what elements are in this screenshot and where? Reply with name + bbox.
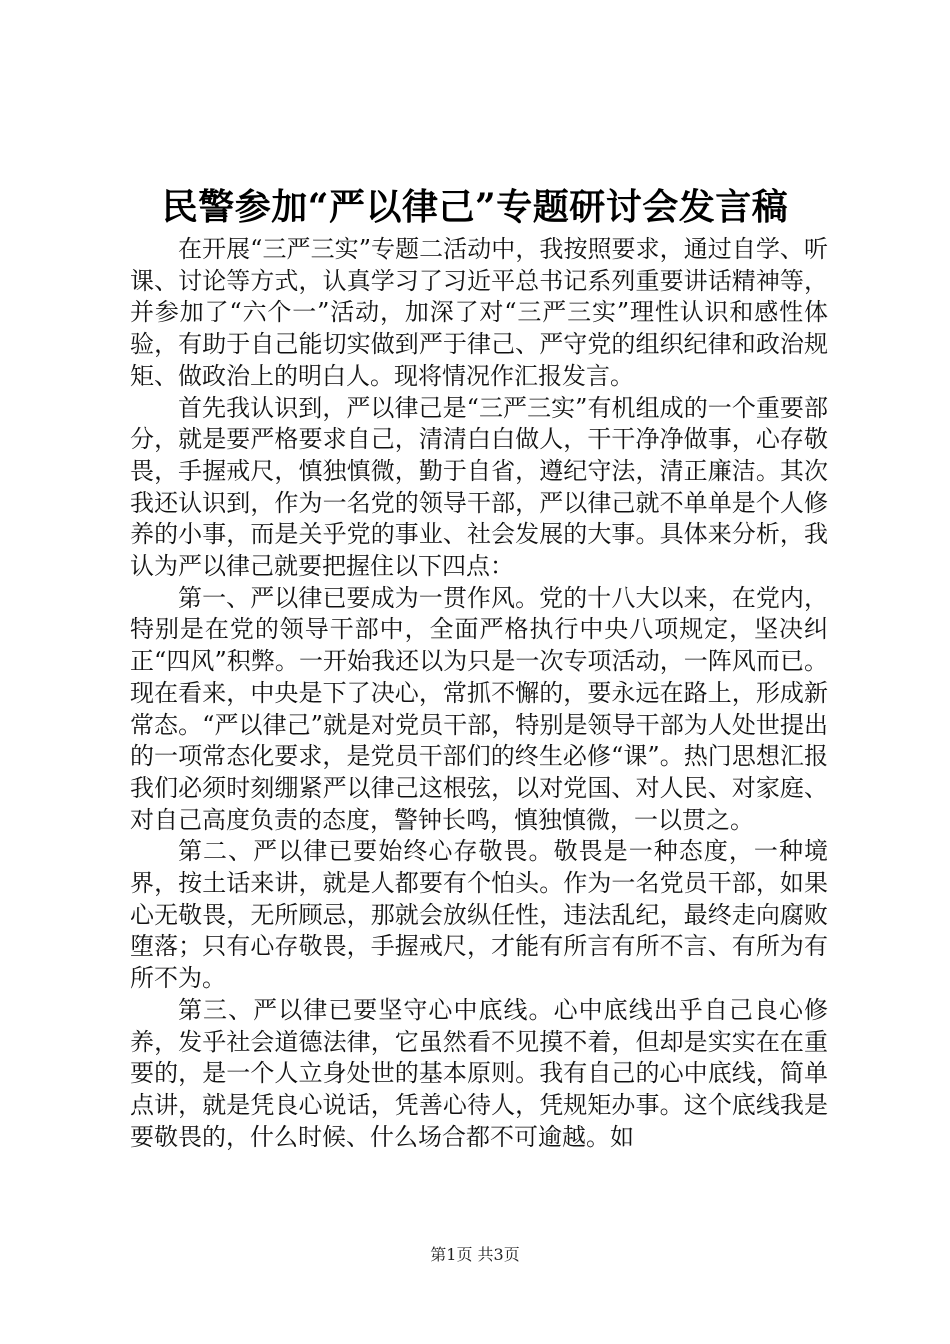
document-body	[130, 234, 828, 1153]
paragraph-point-3: 第三、严以律已要坚守心中底线。心中底线出乎自己良心修养，发乎社会道德法律，它虽然看不见摸不着，但却是实实在在重要的，是一个人立身处世的基本原则。我有自己的心中底线，简单点讲，就是凭良心说话，凭善心待人，凭规矩办事。这个底线我是要敬畏的，什么时候、什么场合都不可逾越。如	[130, 995, 828, 1151]
paragraph-point-2: 第二、严以律已要始终心存敬畏。敬畏是一种态度，一种境界，按土话来讲，就是人都要有个怕头。作为一名党员干部，如果心无敬畏，无所顾忌，那就会放纵任性，违法乱纪，最终走向腐败堕落；只有心存敬畏，手握戒尺，才能有所言有所不言、有所为有所不为。	[130, 837, 828, 993]
page-title: 民警参加“严以律己”专题研讨会发言稿	[161, 186, 789, 228]
paragraph-intro: 在开展“三严三实”专题二活动中，我按照要求，通过自学、听课、讨论等方式，认真学习了习近平总书记系列重要讲话精神等，并参加了“六个一”活动，加深了对“三严三实”理性认识和感性体验，有助于自己能切实做到严于律己、严守党的组织纪律和政治规矩、做政治上的明白人。现将情况作汇报发言。	[130, 235, 828, 390]
paragraph-point-1: 第一、严以律已要成为一贯作风。党的十八大以来，在党内，特别是在党的领导干部中，全面严格执行中央八项规定，坚决纠正“四风”积弊。一开始我还以为只是一次专项活动，一阵风而已。现在看来，中央是下了决心，常抓不懈的，要永远在路上，形成新常态。“严以律己”就是对党员干部，特别是领导干部为人处世提出的一项常态化要求，是党员干部们的终生必修“课”。热门思想汇报我们必须时刻绷紧严以律己这根弦，以对党国、对人民、对家庭、对自己高度负责的态度，警钟长鸣，慎独慎微，一以贯之。	[130, 583, 828, 834]
paragraph-understanding: 首先我认识到，严以律己是“三严三实”有机组成的一个重要部分，就是要严格要求自己，清清白白做人，干干净净做事，心存敬畏，手握戒尺，慎独慎微，勤于自省，遵纪守法，清正廉洁。其次我还认识到，作为一名党的领导干部，严以律己就不单单是个人修养的小事，而是关乎党的事业、社会发展的大事。具体来分析，我认为严以律己就要把握住以下四点：	[130, 393, 828, 581]
page-footer: 第1页 共3页	[430, 1245, 520, 1264]
